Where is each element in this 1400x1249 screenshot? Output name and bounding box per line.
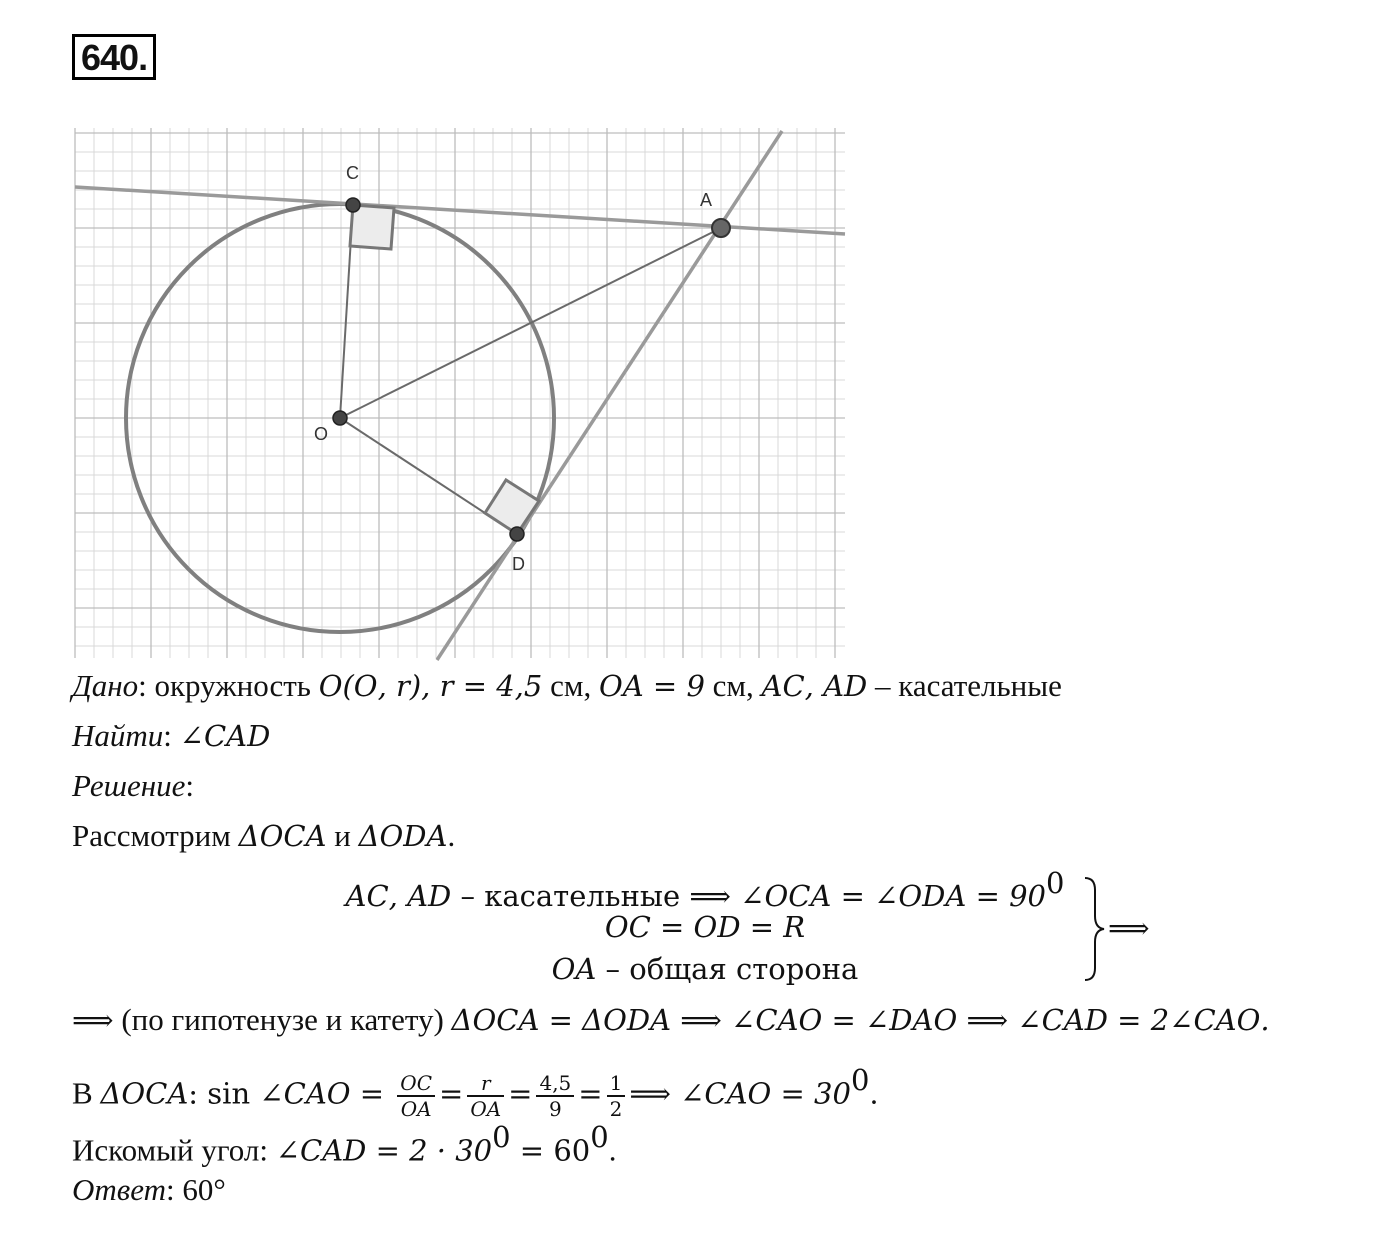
fraction-1-denominator: 𝑂𝐴 bbox=[400, 1097, 432, 1122]
sine-colon: : sin bbox=[188, 1076, 260, 1111]
fraction-r-oa bbox=[467, 1071, 504, 1121]
consider-text: Рассмотрим bbox=[72, 818, 239, 853]
system-row-3 bbox=[325, 952, 1085, 987]
conclusion-text: (по гипотенузе и катету) bbox=[113, 1002, 452, 1037]
sought-sup-1: 0 bbox=[492, 1120, 511, 1154]
point-a bbox=[712, 219, 730, 237]
fraction-3-denominator: 9 bbox=[549, 1097, 562, 1122]
conclusion-arrow: ⟹ bbox=[72, 1003, 114, 1037]
consider-tri1: Δ𝑂𝐶𝐴 bbox=[238, 819, 327, 853]
tangent-line-ad bbox=[437, 131, 782, 660]
answer-label: Ответ bbox=[72, 1172, 166, 1207]
conclusion-math: Δ𝑂𝐶𝐴 = Δ𝑂𝐷𝐴 ⟹ ∠𝐶𝐴𝑂 = ∠𝐷𝐴𝑂 ⟹ ∠𝐶𝐴𝐷 = 2∠𝐶𝐴𝑂. bbox=[451, 1003, 1270, 1037]
sought-line bbox=[72, 1122, 616, 1168]
solution-colon: : bbox=[185, 768, 194, 803]
fraction-4-5-9 bbox=[536, 1071, 574, 1121]
sine-tri: Δ𝑂𝐶𝐴 bbox=[100, 1076, 189, 1111]
system-row1-b: – касательные bbox=[451, 879, 690, 913]
implies-arrow: ⟹ bbox=[1108, 911, 1150, 945]
given-unit-1: см, bbox=[542, 668, 599, 703]
given-label: Дано bbox=[72, 668, 139, 703]
sine-result-sup: 0 bbox=[850, 1063, 870, 1097]
system-row1-c: ⟹ ∠𝑂𝐶𝐴 = ∠𝑂𝐷𝐴 = 90 bbox=[689, 879, 1047, 913]
sine-result-dot: . bbox=[869, 1076, 879, 1111]
system-row2: 𝑂𝐶 = 𝑂𝐷 = 𝑅 bbox=[604, 910, 806, 944]
equals-1: = bbox=[439, 1076, 464, 1111]
given-line bbox=[72, 668, 1062, 704]
solution-line bbox=[72, 768, 194, 804]
label-o: O bbox=[314, 424, 329, 444]
system-row3-a: 𝑂𝐴 bbox=[551, 952, 597, 986]
sought-text: Искомый угол: bbox=[72, 1132, 276, 1168]
label-c: C bbox=[346, 163, 359, 183]
sought-dot: . bbox=[608, 1132, 617, 1168]
given-tangents: 𝐴𝐶, 𝐴𝐷 bbox=[761, 669, 868, 703]
answer-colon: : bbox=[165, 1172, 183, 1207]
system-row1-a: 𝐴𝐶, 𝐴𝐷 bbox=[345, 879, 452, 913]
system-row-2 bbox=[325, 910, 1085, 945]
conclusion-line bbox=[72, 1002, 1270, 1038]
sine-line bbox=[72, 1052, 879, 1123]
answer-line bbox=[72, 1172, 226, 1208]
equals-2: = bbox=[508, 1076, 533, 1111]
fraction-2-numerator: 𝑟 bbox=[467, 1071, 504, 1097]
label-d: D bbox=[512, 554, 525, 574]
right-brace bbox=[1082, 876, 1106, 982]
given-text-1: : окружность bbox=[138, 668, 319, 703]
fraction-3-numerator: 4,5 bbox=[536, 1071, 574, 1097]
sought-sup-2: 0 bbox=[590, 1120, 609, 1154]
fraction-4-numerator: 1 bbox=[607, 1071, 626, 1097]
geometry-figure bbox=[70, 128, 850, 663]
find-colon: : bbox=[163, 718, 180, 753]
solution-label: Решение bbox=[72, 768, 186, 803]
system-row1-sup: 0 bbox=[1046, 866, 1065, 900]
sine-angle: ∠𝐶𝐴𝑂 = bbox=[259, 1076, 394, 1111]
find-line bbox=[72, 718, 270, 754]
grid-major bbox=[75, 128, 845, 658]
system-implies bbox=[1108, 910, 1150, 946]
fraction-2-denominator: 𝑂𝐴 bbox=[470, 1097, 502, 1122]
find-label: Найти bbox=[72, 718, 164, 753]
given-circle: 𝑂(𝑂, 𝑟), 𝑟 = 4,5 bbox=[318, 669, 543, 703]
consider-line bbox=[72, 818, 455, 854]
system-row3-b: – общая сторона bbox=[596, 952, 859, 986]
fraction-oc-oa bbox=[397, 1071, 435, 1121]
equals-3: = bbox=[578, 1076, 603, 1111]
point-c bbox=[346, 198, 360, 212]
fraction-1-2 bbox=[607, 1071, 626, 1121]
problem-number: 640. bbox=[72, 34, 156, 80]
sought-math-2: = 60 bbox=[510, 1133, 591, 1168]
consider-tri2: Δ𝑂𝐷𝐴 bbox=[358, 819, 448, 853]
given-text-2: – касательные bbox=[867, 668, 1062, 703]
sine-prefix: В bbox=[72, 1075, 101, 1111]
find-value: ∠𝐶𝐴𝐷 bbox=[179, 719, 271, 753]
label-a: A bbox=[700, 190, 713, 210]
consider-and: и bbox=[326, 818, 359, 853]
grid bbox=[75, 128, 845, 658]
point-d bbox=[510, 527, 524, 541]
consider-dot: . bbox=[447, 818, 456, 853]
system-row-1 bbox=[325, 868, 1085, 914]
given-oa: 𝑂𝐴 = 9 bbox=[598, 669, 705, 703]
point-o bbox=[333, 411, 347, 425]
fraction-1-numerator: 𝑂𝐶 bbox=[397, 1071, 435, 1097]
given-unit-2: см, bbox=[704, 668, 762, 703]
fraction-4-denominator: 2 bbox=[609, 1097, 623, 1122]
sine-result: ⟹ ∠𝐶𝐴𝑂 = 30 bbox=[629, 1076, 851, 1111]
sought-math: ∠𝐶𝐴𝐷 = 2 · 30 bbox=[275, 1133, 493, 1168]
answer-value: 60° bbox=[182, 1172, 226, 1207]
